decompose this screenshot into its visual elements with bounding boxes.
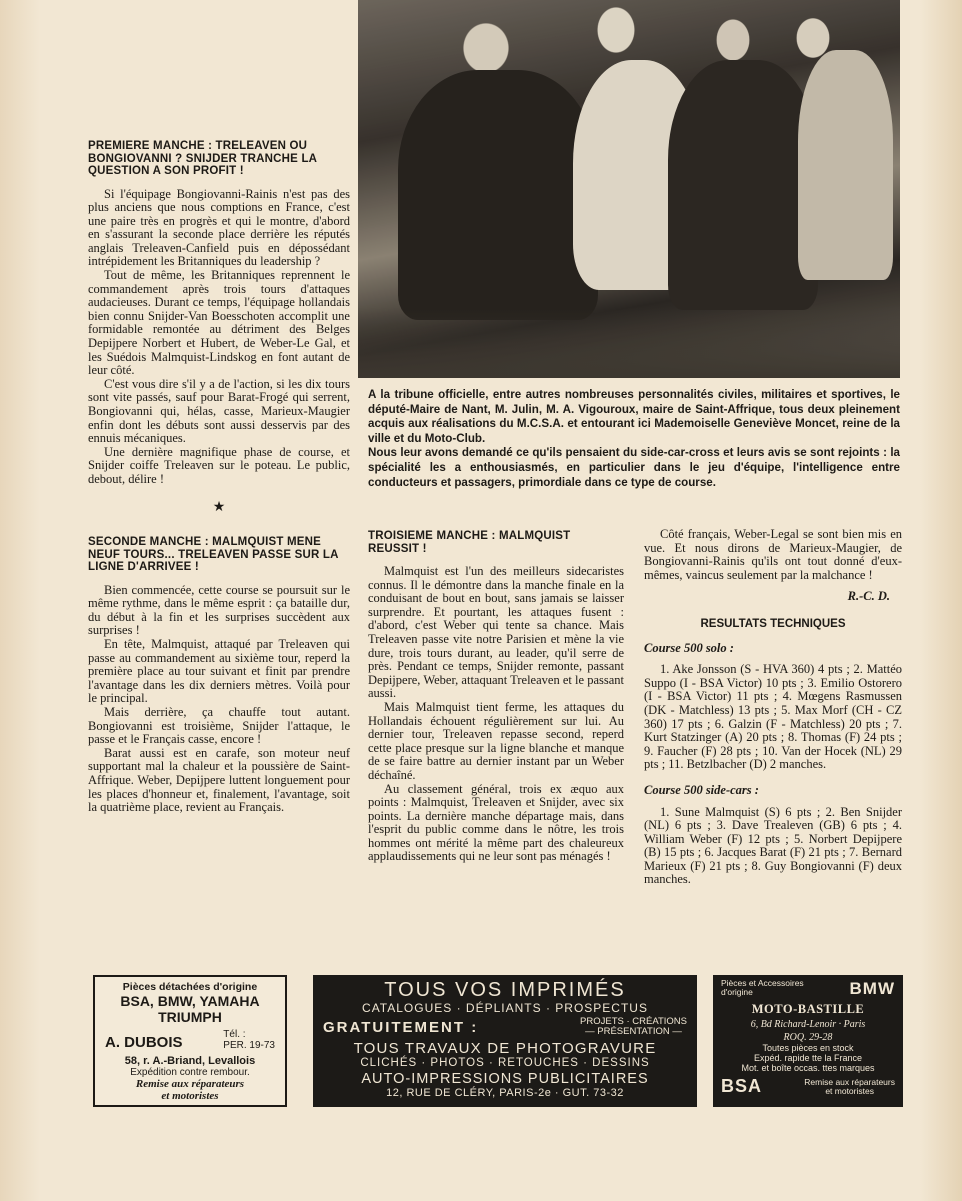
solo-results: 1. Ake Jonsson (S - HVA 360) 4 pts ; 2. Mattéo Suppo (I - BSA Victor) 10 pts ; 3. Emilio Ostorero (I - BSA Victor) 11 pts ; 4. Mœgens Rasmussen (DK - Matchless) 13 pts ; 5. Max Morf (CH - CZ 360) 17 pts ; 6. Galzin (F - Matchless) 20 pts ; 7. Kurt Statzinger (A) 20 pts ; 8. Thomas (F) 24 pts ; 9. Faucher (F) 28 pts ; 10. Van der Hocek (NL) 29 pts ; 11. Betzlbacher (D) 2 manches.	[644, 662, 902, 772]
caption-paragraph: Nous leur avons demandé ce qu'ils pensaient du side-car-cross et leurs avis se sont rejoints : la spécialité les a enthousiasmés, en particulier dans le jeu d'équipe, l'intelligence entre conducteurs et passagers, primordiale dans ce type de course.	[368, 446, 900, 489]
section-heading: TROISIEME MANCHE : MALMQUIST REUSSIT !	[368, 530, 571, 555]
article-column-2	[368, 530, 624, 864]
ad-line: Expéd. rapide tte la France	[753, 1053, 863, 1063]
ad-free-label: GRATUITEMENT :	[323, 1018, 479, 1036]
ad-shop-name: MOTO-BASTILLE	[751, 1002, 865, 1016]
solo-heading: Course 500 solo :	[644, 640, 734, 655]
ad-free-item: — PRÉSENTATION —	[585, 1026, 682, 1037]
officials-photo	[358, 0, 900, 378]
article-paragraph: Barat aussi est en carafe, son moteur neuf supportant mal la chaleur et la poussière de Saint-Affrique. Weber, Depijpere luttent longuement pour les places d'honneur et, finalement, l'avantage, soit la quatrième place, revient au Français.	[88, 745, 350, 815]
ad-services: CATALOGUES · DÉPLIANTS · PROSPECTUS	[362, 1001, 648, 1015]
photo-figure-man-center	[668, 60, 818, 310]
bmw-logo-text: BMW	[849, 979, 895, 998]
photo-floor-shadow	[358, 308, 900, 378]
ad-discount	[804, 1078, 895, 1096]
ad-dealer-name: A. DUBOIS	[105, 1034, 183, 1051]
article-paragraph: C'est vous dire s'il y a de l'action, si les dix tours sont vite passés, sauf pour Barat-Frogé qui serrent, Bongiovanni qui, hélas, casse, Marieux-Maugier enfin dont les débuts sont aussi desservis par des ennuis mécaniques.	[88, 376, 350, 446]
star-separator: ★	[212, 499, 226, 515]
article-paragraph: Si l'équipage Bongiovanni-Rainis n'est pas des plus anciens que nous comptions en France, c'est une paire très en progrès et qui le montre, d'abord en s'assurant la seconde place derrière les réputés anglais Treleaven-Canfield puis en dépossédant intrépidement les Britanniques du leadership ?	[88, 186, 350, 269]
ad-line: Toutes pièces en stock	[762, 1043, 854, 1053]
ad-shipping: Expédition contre rembour.	[130, 1067, 250, 1078]
ad-pieces-line: d'origine	[721, 987, 753, 997]
ad-moto-bastille	[713, 975, 903, 1107]
photo-caption	[368, 388, 900, 490]
photo-figure-man-left	[398, 70, 598, 320]
ad-pieces-line: Pièces et Accessoires	[721, 978, 804, 988]
ad-line: Mot. et boîte occas. ttes marques	[741, 1063, 875, 1073]
ad-discount: et motoristes	[161, 1090, 219, 1102]
ad-phone-number: PER. 19-73	[223, 1040, 275, 1051]
ad-brands: BSA, BMW, YAMAHA	[120, 993, 260, 1009]
ad-photo-services: CLICHÉS · PHOTOS · RETOUCHES · DESSINS	[360, 1057, 650, 1069]
article-paragraph: Malmquist est l'un des meilleurs sidecaristes connus. Il le démontre dans la manche finale en la conduisant de bout en bout, sans jamais se laisser surprendre. Et pourtant, les attaques fusent : d'abord, c'est Weber qui tente sa chance. Mais Treleaven passe vite notre Parisien et mène la vie dure, trois tours durant, au leader, qu'il serre de près. Pendant ce temps, Snijder remonte, passant Depijpere, Weber, attaquant Treleaven et le passant aussi.	[368, 564, 624, 701]
article-paragraph: Au classement général, trois ex æquo aux points : Malmquist, Treleaven et Snijder, avec six points. La dernière manche départage mais, dans l'esprit du public comme dans le nôtre, les trois hommes ont mérité la même part des chaleureux applaudissements qui ne leur sont pas ménagés !	[368, 781, 624, 864]
ad-discount-line: et motoristes	[825, 1085, 874, 1096]
ad-headline: TOUS VOS IMPRIMÉS	[384, 979, 626, 1001]
ad-free-item: PROJETS · CRÉATIONS	[580, 1016, 687, 1027]
ad-discount-line: Remise aux réparateurs	[804, 1076, 895, 1087]
ad-dubois	[93, 975, 287, 1107]
article-paragraph: Une dernière magnifique phase de course, et Snijder coiffe Treleaven sur le poteau. Le public, debout, délire !	[88, 444, 350, 486]
ad-address: 58, r. A.-Briand, Levallois	[124, 1055, 256, 1067]
caption-paragraph: A la tribune officielle, entre autres nombreuses personnalités civiles, militaires et sportives, le député-Maire de Nant, M. Julin, M. A. Vigouroux, maire de Saint-Affrique, tous deux pleinement acquis aux réalisations du M.C.S.A. et entourant ici Mademoiselle Geneviève Moncet, reine de la ville et du Moto-Club.	[368, 388, 900, 445]
ad-top-row	[721, 979, 895, 999]
ad-phone: ROQ. 29-28	[783, 1032, 833, 1043]
ad-printing	[313, 975, 697, 1107]
ad-company: AUTO-IMPRESSIONS PUBLICITAIRES	[361, 1071, 649, 1087]
ad-name-row	[99, 1029, 281, 1051]
ad-bottom-row	[721, 1076, 895, 1097]
ad-brands: TRIUMPH	[158, 1009, 222, 1025]
article-paragraph: Mais derrière, ça chauffe tout autant. Bongiovanni est troisième, Snijder l'attaque, le passe et le Français casse, encore !	[88, 705, 350, 747]
article-column-3	[644, 528, 902, 887]
results-heading: RESULTATS TECHNIQUES	[700, 617, 846, 630]
bsa-logo-text: BSA	[721, 1076, 763, 1096]
article-paragraph: Tout de même, les Britanniques reprennent le commandement après trois tours d'attaques audacieuses. Durant ce temps, l'équipage hollandais bien connu Snijder-Van Boesschoten accomplit une formidable remontée au détriment des Belges Depijpere Norbert et Hubert, de Weber-Le Gal, et les Suédois Malmquist-Lindskog en font autant de leur côté.	[88, 268, 350, 378]
sidecar-results: 1. Sune Malmquist (S) 6 pts ; 2. Ben Snijder (NL) 6 pts ; 3. Dave Trealeven (GB) 6 pts ; 4. William Weber (F) 12 pts ; 5. Norbert Depijpere (B) 15 pts ; 6. Jacques Barat (F) 21 pts ; 7. Bernard Marieux (F) 21 pts ; 8. Guy Bongiovanni (F) deux manches.	[644, 804, 902, 887]
photo-figure-officer	[798, 50, 893, 280]
section-heading: PREMIERE MANCHE : TRELEAVEN OU BONGIOVANNI ? SNIJDER TRANCHE LA QUESTION A SON PROFIT !	[88, 140, 317, 177]
sidecar-heading: Course 500 side-cars :	[644, 782, 759, 797]
author-signature: R.-C. D.	[847, 589, 890, 604]
ad-phone	[223, 1029, 275, 1051]
ad-address: 6, Bd Richard-Lenoir · Paris	[750, 1019, 866, 1030]
article-column-1	[88, 140, 350, 815]
ad-address: 12, RUE DE CLÉRY, PARIS-2e · GUT. 73-32	[386, 1087, 624, 1099]
ad-phone-label: Tél. :	[223, 1029, 246, 1040]
ad-free-row	[323, 1017, 687, 1037]
article-paragraph: En tête, Malmquist, attaqué par Treleaven qui passe au commandement au sixième tour, reperd la première place au tour suivant et finit par prendre l'avantage dans les dix derniers mètres. Voilà pour le principal.	[88, 637, 350, 706]
ad-pieces	[721, 979, 804, 997]
article-paragraph: Mais Malmquist tient ferme, les attaques du Hollandais échouent régulièrement sur lui. Au dernier tour, Treleaven repasse second, reperd cette place presque sur la ligne blanche et manque de se faire battre au dernier instant par un Weber déchaîné.	[368, 699, 624, 782]
article-paragraph: Côté français, Weber-Legal se sont bien mis en vue. Et nous dirons de Marieux-Maugier, de Bongiovanni-Rainis qu'ils ont tout donné d'eux-mêmes, vaincus seulement par la malchance !	[644, 527, 902, 582]
ad-free-items	[580, 1017, 687, 1037]
ad-line: Pièces détachées d'origine	[122, 981, 258, 993]
ad-photogravure: TOUS TRAVAUX DE PHOTOGRAVURE	[353, 1040, 657, 1057]
article-paragraph: Bien commencée, cette course se poursuit sur le même rythme, dans le même esprit : ça bataille dur, du début à la fin et les surprises succèdent aux surprises !	[88, 582, 350, 638]
section-heading: SECONDE MANCHE : MALMQUIST MENE NEUF TOURS... TRELEAVEN PASSE SUR LA LIGNE D'ARRIVEE !	[88, 536, 339, 574]
ad-discount: Remise aux réparateurs	[135, 1078, 245, 1090]
